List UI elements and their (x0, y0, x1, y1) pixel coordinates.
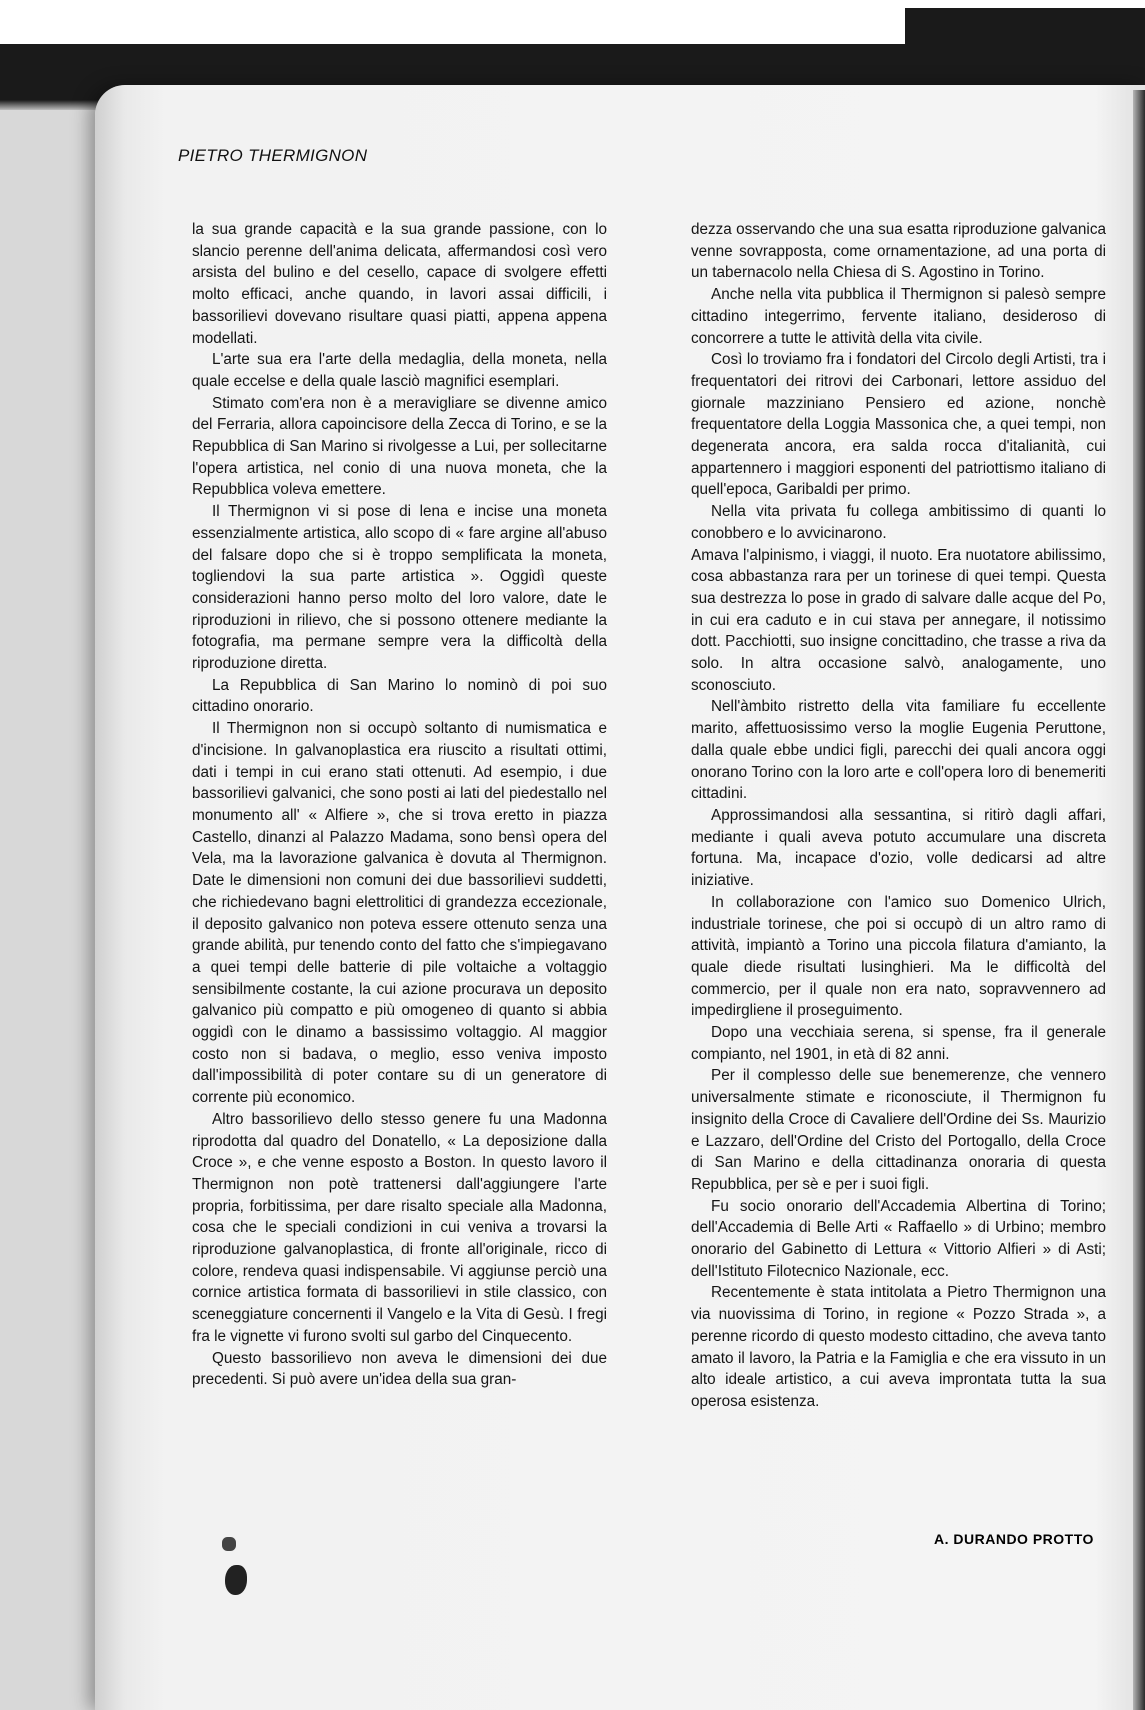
paragraph: In collaborazione con l'amico suo Domenico Ulrich, industriale torinese, che poi si occupò di un altro ramo di attività, impiantò a Torino una piccola filatura d'amianto, la quale diede risultati lusinghieri. Ma le difficoltà del commercio, per il quale non era nato, sopravvennero ad impedirgliene il proseguimento. (691, 893, 1106, 1020)
author-signature: A. DURANDO PROTTO (934, 1531, 1094, 1547)
paragraph: La Repubblica di San Marino lo nominò di poi suo cittadino onorario. (192, 676, 607, 716)
paragraph: Così lo troviamo fra i fondatori del Circolo degli Artisti, tra i frequentatori dei ritrovi dei Carbonari, lettore assiduo del giornale mazziniano Pensiero ed azione, nonchè frequentatore della Loggia Massonica che, a quei tempi, non degenerata ancora, era salda rocca d'italianità, cui appartennero i maggiori esponenti del patriottismo italiano di quell'epoca, Garibaldi per primo. (691, 351, 1106, 499)
paragraph: la sua grande capacità e la sua grande passione, con lo slancio perenne dell'anima delicata, affermandosi così vero arsista del bulino e del cesello, capace di svolgere effetti molto efficaci, anche quando, in lavori assai difficili, i bassorilievi dovevano risultare quasi piatti, appena appena modellati. (192, 221, 607, 347)
page-right-edge (1133, 90, 1145, 1710)
paragraph: Dopo una vecchiaia serena, si spense, fra il generale compianto, nel 1901, in età di 82 anni. (691, 1024, 1106, 1063)
paragraph: Amava l'alpinismo, i viaggi, il nuoto. Era nuotatore abilissimo, cosa abbastanza rara per un torinese di quei tempi. Questa sua destrezza lo pose in grado di salvare dalle acque del Po, in cui era caduto e in cui stava per annegare, il notissimo dott. Pacchiotti, suo insigne concittadino, che trasse a riva da solo. In altra occasione salvò, analogamente, uno sconosciuto. (691, 546, 1106, 694)
paragraph: L'arte sua era l'arte della medaglia, della moneta, nella quale eccelse e della quale lasciò magnifici esemplari. (192, 351, 607, 390)
paragraph: dezza osservando che una sua esatta riproduzione galvanica venne sovrapposta, come ornamentazione, ad una porta di un tabernacolo nella Chiesa di S. Agostino in Torino. (691, 221, 1106, 282)
paragraph: Anche nella vita pubblica il Thermignon si palesò sempre cittadino integerrimo, fervente italiano, desideroso di concorrere a tutte le attività della vita civile. (691, 286, 1106, 347)
paragraph: Il Thermignon non si occupò soltanto di numismatica e d'incisione. In galvanoplastica era riuscito a risultati ottimi, dati i tempi in cui erano stati ottenuti. Ad esempio, i due bassorilievi galvanici, che sono posti ai lati del piedestallo nel monumento all' « Alfiere », che si trova eretto in piazza Castello, dinanzi al Palazzo Madama, sono bensì opera del Vela, ma la lavorazione galvanica è dovuta al Thermignon. Date le dimensioni non comuni dei due bassorilievi suddetti, che richiedevano bagni elettrolitici di grandezza eccezionale, il deposito galvanico non poteva essere ottenuto senza una grande abilità, pur tenendo conto del fatto che s'impiegavano a quei tempi delle batterie di pile voltaiche a voltaggio sensibilmente costante, la cui azione procurava un deposito galvanico più compatto e più omogeneo di quanto si abbia oggidì con le dinamo a bassissimo voltaggio. Al maggior costo non si badava, o meglio, esso veniva imposto dall'impossibilità di poter contare su di un generatore di corrente più economico. (192, 720, 607, 1107)
paragraph: Per il complesso delle sue benemerenze, che vennero universalmente stimate e riconosciute, il Thermignon fu insignito della Croce di Cavaliere dell'Ordine dei Ss. Maurizio e Lazzaro, dell'Ordine del Cristo del Portogallo, della Croce di San Marino e della cittadinanza onoraria di questa Repubblica, per sè e per i suoi figli. (691, 1067, 1106, 1193)
paragraph: Il Thermignon vi si pose di lena e incise una moneta essenzialmente artistica, allo scopo di « fare argine all'abuso del falsare dopo che si è troppo semplificata la moneta, togliendovi la sua parte artistica ». Oggidì queste considerazioni hanno perso molto del loro valore, date le riproduzioni in rilievo, che si possono ottenere mediante la fotografia, ma permane sempre vera la difficoltà della riproduzione diretta. (192, 503, 607, 673)
running-head: PIETRO THERMIGNON (178, 146, 368, 165)
paragraph: Fu socio onorario dell'Accademia Albertina di Torino; dell'Accademia di Belle Arti « Raffaello » di Urbino; membro onorario del Gabinetto di Lettura « Vittorio Alfieri » di Asti; dell'Istituto Filotecnico Nazionale, ecc. (691, 1197, 1106, 1280)
scan-white-margin (0, 0, 905, 44)
paragraph: Stimato com'era non è a meravigliare se divenne amico del Ferraria, allora capoincisore della Zecca di Torino, e se la Repubblica di San Marino si rivolgesse a Lui, per sollecitarne l'opera artistica, nel conio di una nuova moneta, che la Repubblica voleva emettere. (192, 394, 607, 499)
left-column (192, 219, 607, 1391)
paragraph: Nell'àmbito ristretto della vita familiare fu eccellente marito, affettuosissimo verso la moglie Eugenia Peruttone, dalla quale ebbe undici figli, parecchi dei quali ancora oggi onorano Torino con la loro arte e coll'opera loro di benemeriti cittadini. (691, 698, 1106, 803)
ink-blot (222, 1537, 236, 1551)
paragraph: Altro bassorilievo dello stesso genere fu una Madonna riprodotta dal quadro del Donatello, « La deposizione dalla Croce », e che venne esposto a Boston. In questo lavoro il Thermignon non potè trattenersi dall'aggiungere l'arte propria, forbitissima, per dare risalto speciale alla Madonna, cosa che le speciali condizioni in cui veniva a trovarsi la riproduzione galvanoplastica, di fronte all'originale, ricco di colore, rendeva quasi indispensabile. Vi aggiunse perciò una cornice artistica formata di bassorilievi in stile classico, con sceneggiature concernenti il Vangelo e la Vita di Gesù. I fregi fra le vignette vi furono svolti sul garbo del Cinquecento. (192, 1110, 607, 1345)
paragraph: Questo bassorilievo non aveva le dimensioni dei due precedenti. Si può avere un'idea della sua gran- (192, 1349, 607, 1389)
ink-blot (225, 1565, 247, 1595)
paragraph: Approssimandosi alla sessantina, si ritirò dagli affari, mediante i quali aveva potuto accumulare una discreta fortuna. Ma, incapace d'ozio, volle dedicarsi ad altre iniziative. (691, 806, 1106, 890)
paragraph: Recentemente è stata intitolata a Pietro Thermignon una via nuovissima di Torino, in regione « Pozzo Strada », a perenne ricordo di questo modesto cittadino, che aveva tanto amato il lavoro, la Patria e la Famiglia e che era vissuto in un alto ideale artistico, a cui aveva improntata tutta la sua operosa esistenza. (691, 1284, 1106, 1410)
paragraph: Nella vita privata fu collega ambitissimo di quanti lo conobbero e lo avvicinarono. (691, 503, 1106, 542)
right-column (691, 219, 1106, 1413)
